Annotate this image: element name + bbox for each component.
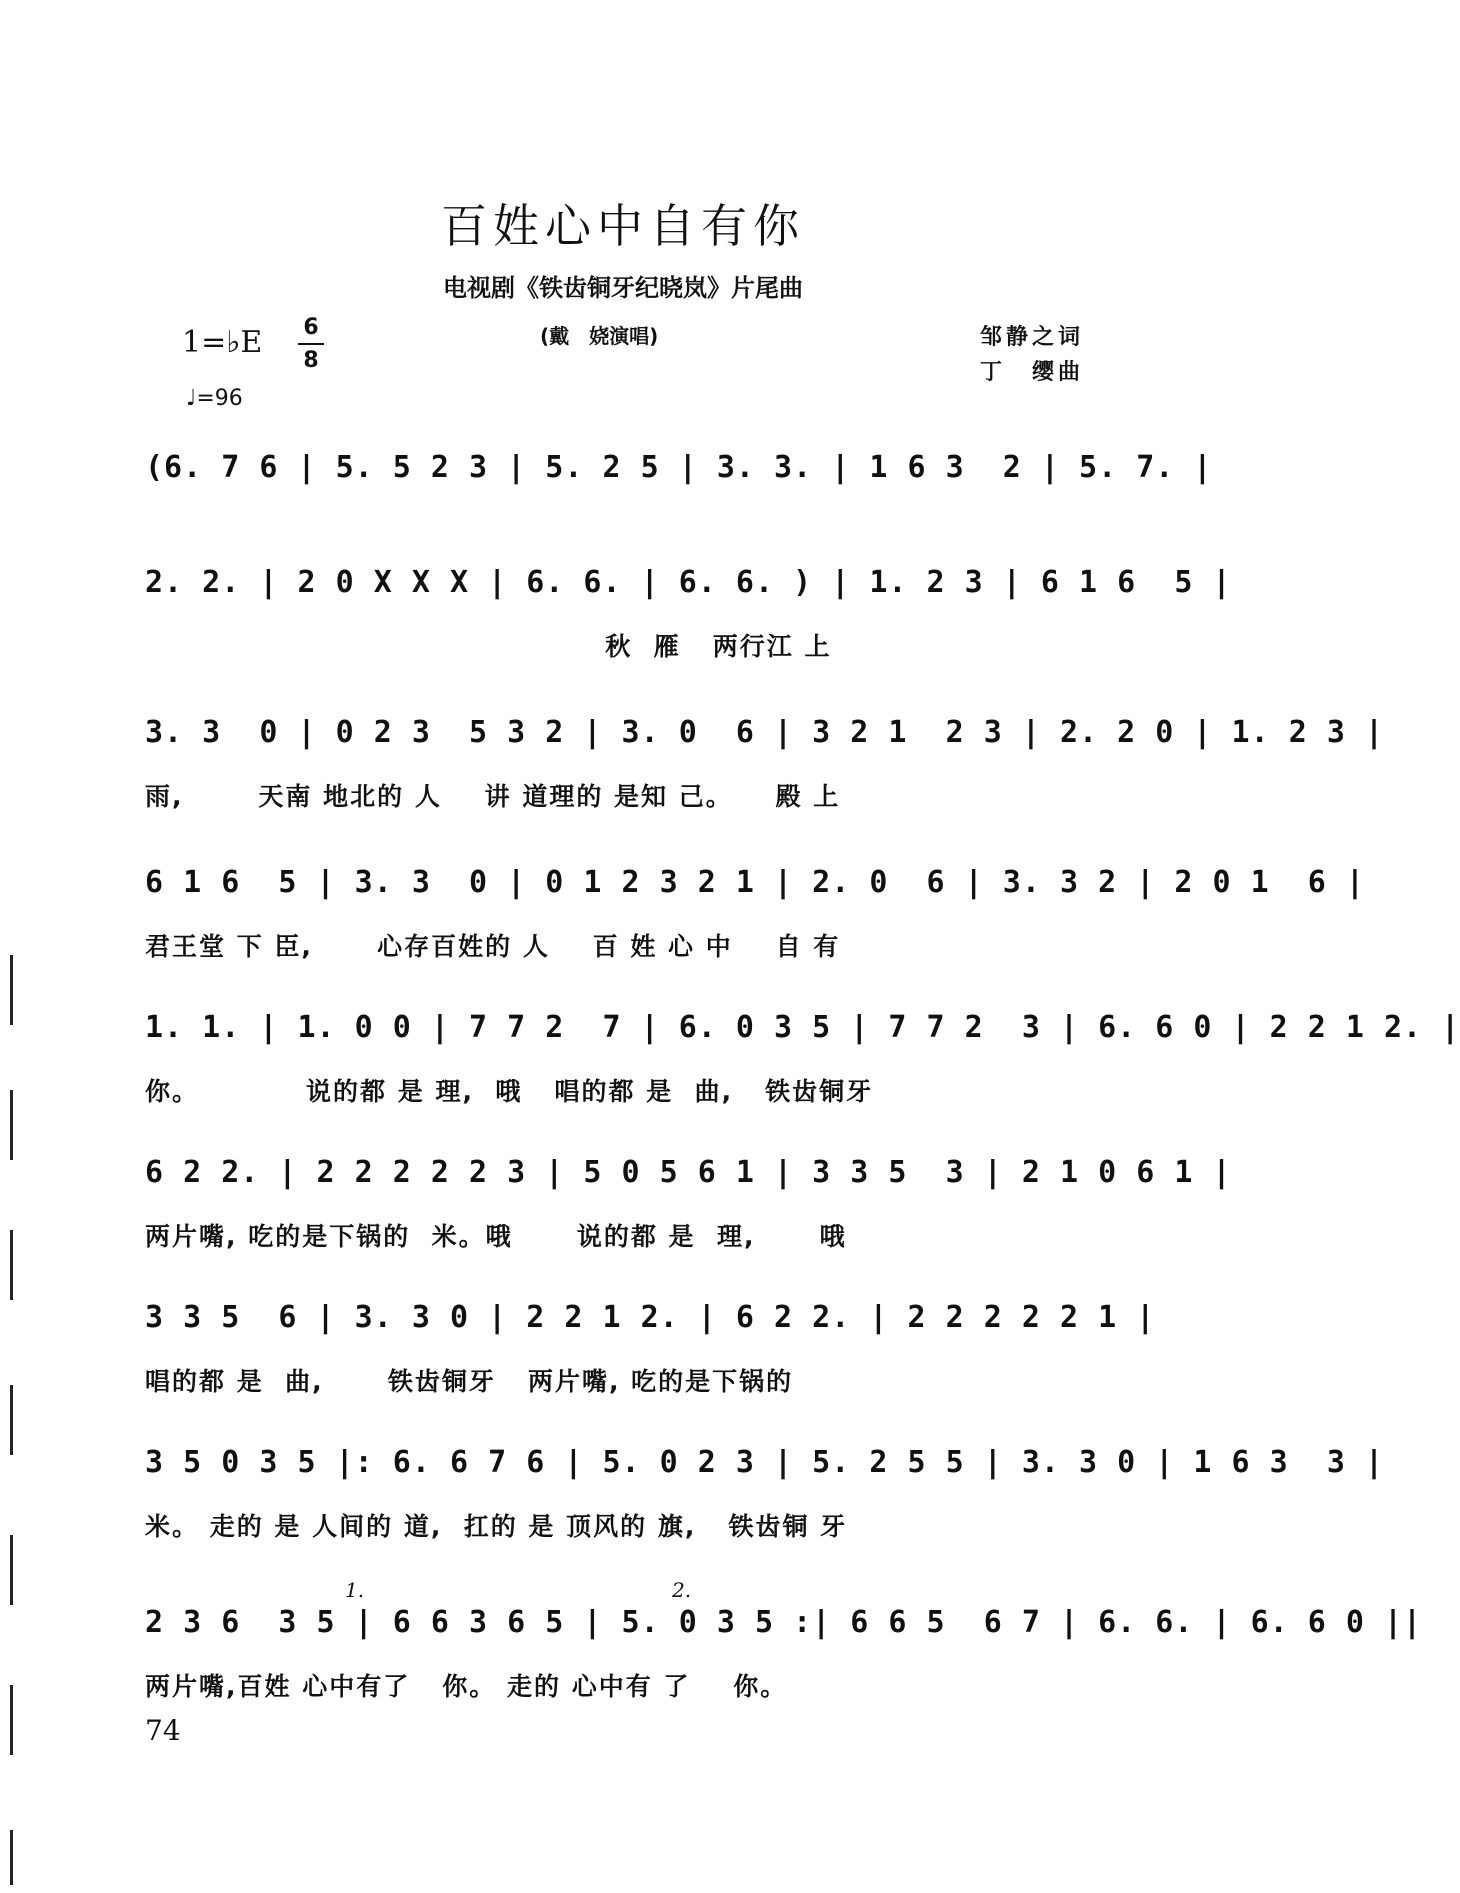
- meter-top: 6: [303, 315, 319, 340]
- lyricist-credit: 邹静之词: [980, 325, 1085, 350]
- time-signature: [298, 315, 324, 373]
- score-line-lyrics: 米。 走的 是 人间的 道, 扛的 是 顶风的 旗, 铁齿铜 牙: [145, 1512, 848, 1541]
- margin-mark: [10, 1830, 13, 1885]
- score-line-lyrics: 你。 说的都 是 理, 哦 唱的都 是 曲, 铁齿铜牙: [145, 1077, 874, 1106]
- score-line-lyrics: 两片嘴, 吃的是下锅的 米。哦 说的都 是 理, 哦: [145, 1222, 847, 1251]
- margin-mark: [10, 1230, 13, 1300]
- volta-second-label: 2.: [672, 1578, 692, 1602]
- score-line-lyrics: 秋 雁 两行江 上: [145, 632, 832, 661]
- score-line-lyrics: 唱的都 是 曲, 铁齿铜牙 两片嘴, 吃的是下锅的: [145, 1367, 794, 1396]
- song-subtitle: 电视剧《铁齿铜牙纪晓岚》片尾曲: [443, 274, 803, 302]
- composer-credit: 丁 缨曲: [980, 360, 1085, 385]
- score-line-notes: 6 1 6 5 | 3. 3 0 | 0 1 2 3 2 1 | 2. 0 6 | 3. 3 2 | 2 0 1 6 |: [145, 865, 1365, 900]
- margin-mark: [10, 1535, 13, 1605]
- score-line-notes: 3 3 5 6 | 3. 3 0 | 2 2 1 2. | 6 2 2. | 2 2 2 2 2 1 |: [145, 1300, 1156, 1335]
- meter-divider: [298, 343, 324, 345]
- score-line-notes: 1. 1. | 1. 0 0 | 7 7 2 7 | 6. 0 3 5 | 7 7 2 3 | 6. 6 0 | 2 2 1 2. |: [145, 1010, 1460, 1045]
- score-line-notes: 2. 2. | 2 0 X X X | 6. 6. | 6. 6. ) | 1. 2 3 | 6 1 6 5 |: [145, 565, 1232, 600]
- song-title: 百姓心中自有你: [441, 199, 805, 253]
- volta-first-label: 1.: [345, 1578, 365, 1602]
- page-number: 74: [145, 1714, 181, 1747]
- score-line-lyrics: 君王堂 下 臣, 心存百姓的 人 百 姓 心 中 自 有: [145, 932, 841, 961]
- tempo-marking: ♩=96: [186, 386, 243, 411]
- score-line-lyrics: 雨, 天南 地北的 人 讲 道理的 是知 己。 殿 上: [145, 782, 841, 811]
- score-line-lyrics: 两片嘴,百姓 心中有了 你。 走的 心中有 了 你。: [145, 1672, 788, 1701]
- score-line-notes: (6. 7 6 | 5. 5 2 3 | 5. 2 5 | 3. 3. | 1 6 3 2 | 5. 7. |: [145, 450, 1213, 485]
- margin-mark: [10, 1685, 13, 1755]
- margin-mark: [10, 1090, 13, 1160]
- performer-credit: (戴 娆演唱): [540, 324, 659, 348]
- key-signature: 1=♭E: [182, 325, 263, 360]
- score-line-notes: 2 3 6 3 5 | 6 6 3 6 5 | 5. 0 3 5 :| 6 6 5 6 7 | 6. 6. | 6. 6 0 ||: [145, 1605, 1423, 1640]
- score-line-notes: 3. 3 0 | 0 2 3 5 3 2 | 3. 0 6 | 3 2 1 2 3 | 2. 2 0 | 1. 2 3 |: [145, 715, 1384, 750]
- meter-bottom: 8: [303, 348, 319, 373]
- margin-mark: [10, 955, 13, 1025]
- score-line-notes: 6 2 2. | 2 2 2 2 2 3 | 5 0 5 6 1 | 3 3 5 3 | 2 1 0 6 1 |: [145, 1155, 1232, 1190]
- score-line-notes: 3 5 0 3 5 |: 6. 6 7 6 | 5. 0 2 3 | 5. 2 5 5 | 3. 3 0 | 1 6 3 3 |: [145, 1445, 1384, 1480]
- margin-mark: [10, 1385, 13, 1455]
